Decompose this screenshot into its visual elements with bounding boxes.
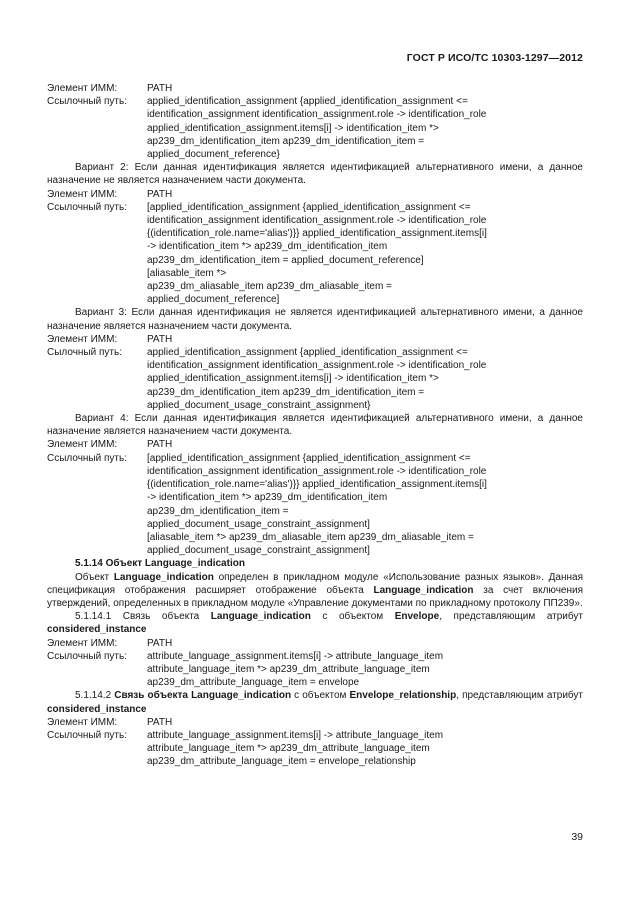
text-run: Объект (75, 571, 114, 583)
element-row (47, 333, 583, 346)
entity-name: Envelope (394, 611, 440, 623)
element-row (47, 637, 583, 650)
path-line: [applied_identification_assignment {applied_identification_assignment <= (147, 452, 471, 464)
path-line: {(identification_role.name='alias')}} applied_identification_assignment.items[i] (147, 479, 487, 491)
variant-paragraph: Вариант 4: Если данная идентификация является идентификацией альтернативного имени, а данное назначение является назначением части документа. (47, 413, 583, 438)
element-label: Элемент ИММ: (47, 333, 118, 345)
page-content (47, 82, 583, 769)
element-row (47, 438, 583, 451)
path-line: ap239_dm_identification_item = applied_document_reference] (147, 254, 424, 266)
path-line: ap239_dm_attribute_language_item = envelope (147, 677, 360, 689)
path-line: ap239_dm_aliasable_item ap239_dm_aliasable_item = (147, 281, 392, 293)
path-line: [applied_identification_assignment {applied_identification_assignment <= (147, 201, 471, 213)
element-value: PATH (147, 333, 173, 345)
element-label: Элемент ИММ: (47, 716, 118, 728)
path-line: applied_document_reference} (147, 149, 280, 161)
attribute-name: considered_instance (47, 624, 147, 636)
element-value: PATH (147, 83, 173, 94)
subsection-heading (47, 689, 583, 715)
path-line: applied_identification_assignment {applied_identification_assignment <= (147, 347, 468, 359)
path-line: identification_assignment identification_assignment.role -> identification_role (147, 465, 487, 477)
section-paragraph (47, 571, 583, 611)
text-run: за счет включения утверждений, определенных в прикладном модуле «Управление документами по прикладному протоколу ПП239». (47, 584, 583, 609)
entity-name: Language_indication (373, 584, 474, 596)
text-run: определен в прикладном модуле «Использование разных языков». Данная спецификация отображения расширяет отображение объекта (47, 571, 584, 596)
subsection-heading (47, 610, 583, 636)
element-row (47, 188, 583, 201)
text-run: , представляющим атрибут (456, 690, 584, 702)
text-run: Связь объекта (114, 690, 192, 702)
path-line: ap239_dm_identification_item = (147, 505, 289, 517)
attribute-name: considered_instance (47, 703, 147, 715)
element-row (47, 716, 583, 729)
entity-name: Language_indication (113, 571, 214, 583)
element-label: Элемент ИММ: (47, 188, 118, 200)
text-run: с объектом (291, 690, 350, 702)
path-line: ap239_dm_attribute_language_item = envelope_relationship (147, 756, 416, 768)
text-run: с объектом (310, 611, 395, 623)
path-row (47, 95, 583, 161)
text-run: , представляющим атрибут (439, 611, 583, 623)
variant-paragraph: Вариант 2: Если данная идентификация является идентификацией альтернативного имени, а данное назначение не является назначением части документа. (47, 162, 583, 187)
element-label: Элемент ИММ: (47, 637, 118, 649)
element-row (47, 82, 583, 95)
entity-name: Envelope_relationship (349, 690, 457, 702)
path-value (147, 729, 583, 769)
path-label: Ссылочный путь: (47, 452, 127, 464)
document-number: ГОСТ Р ИСО/ТС 10303-1297—2012 (406, 52, 583, 64)
path-label: Сылочный путь: (47, 347, 122, 359)
path-line: {(identification_role.name='alias')}} applied_identification_assignment.items[i] (147, 228, 487, 240)
element-value: PATH (147, 439, 173, 451)
path-row (47, 650, 583, 690)
path-value (147, 346, 583, 412)
element-value: PATH (147, 637, 173, 649)
path-label: Ссылочный путь: (47, 201, 127, 213)
path-label: Ссылочный путь: (47, 729, 127, 741)
section-heading: 5.1.14 Объект Language_indication (75, 558, 245, 570)
path-line: identification_assignment identification_assignment.role -> identification_role (147, 215, 487, 227)
path-line: -> identification_item *> ap239_dm_identification_item (147, 241, 388, 253)
path-line: applied_document_reference] (147, 294, 280, 306)
path-line: ap239_dm_identification_item ap239_dm_identification_item = (147, 386, 425, 398)
path-row (47, 452, 583, 558)
text-run: 5.1.14.2 (75, 690, 115, 702)
entity-name: Language_indication (210, 611, 311, 623)
path-line: applied_identification_assignment.items[i] -> identification_item *> (147, 373, 439, 385)
path-line: attribute_language_item *> ap239_dm_attribute_language_item (147, 743, 430, 755)
path-line: attribute_language_assignment.items[i] -> attribute_language_item (147, 729, 444, 741)
text-run: 5.1.14.1 Связь объекта (75, 611, 211, 623)
path-line: applied_identification_assignment {applied_identification_assignment <= (147, 96, 468, 108)
path-line: applied_document_usage_constraint_assignment] (147, 545, 370, 557)
path-line: [aliasable_item *> ap239_dm_aliasable_item ap239_dm_aliasable_item = (147, 531, 474, 543)
path-line: identification_assignment identification_assignment.role -> identification_role (147, 109, 487, 121)
path-line: attribute_language_item *> ap239_dm_attribute_language_item (147, 663, 430, 675)
path-row (47, 729, 583, 769)
path-label: Ссылочный путь: (47, 96, 127, 108)
path-label: Ссылочный путь: (47, 650, 127, 662)
path-line: -> identification_item *> ap239_dm_identification_item (147, 492, 388, 504)
path-line: identification_assignment identification_assignment.role -> identification_role (147, 360, 487, 372)
element-value: PATH (147, 188, 173, 200)
path-value (147, 95, 583, 161)
entity-name: Language_indication (191, 690, 292, 702)
path-line: [aliasable_item *> (147, 267, 227, 279)
path-line: ap239_dm_identification_item ap239_dm_identification_item = (147, 135, 425, 147)
variant-paragraph: Вариант 3: Если данная идентификация не является идентификацией альтернативного имени, а данное назначение является назначением части документа. (47, 307, 583, 332)
path-line: applied_document_usage_constraint_assignment] (147, 518, 370, 530)
path-value (147, 201, 583, 307)
path-value (147, 452, 583, 558)
element-label: Элемент ИММ: (47, 439, 118, 451)
path-row (47, 201, 583, 307)
path-row (47, 346, 583, 412)
element-label: Элемент ИММ: (47, 83, 118, 94)
page-number: 39 (571, 831, 583, 843)
path-value (147, 650, 583, 690)
path-line: applied_document_usage_constraint_assignment} (147, 399, 371, 411)
path-line: attribute_language_assignment.items[i] -> attribute_language_item (147, 650, 444, 662)
path-line: applied_identification_assignment.items[i] -> identification_item *> (147, 122, 439, 134)
element-value: PATH (147, 716, 173, 728)
